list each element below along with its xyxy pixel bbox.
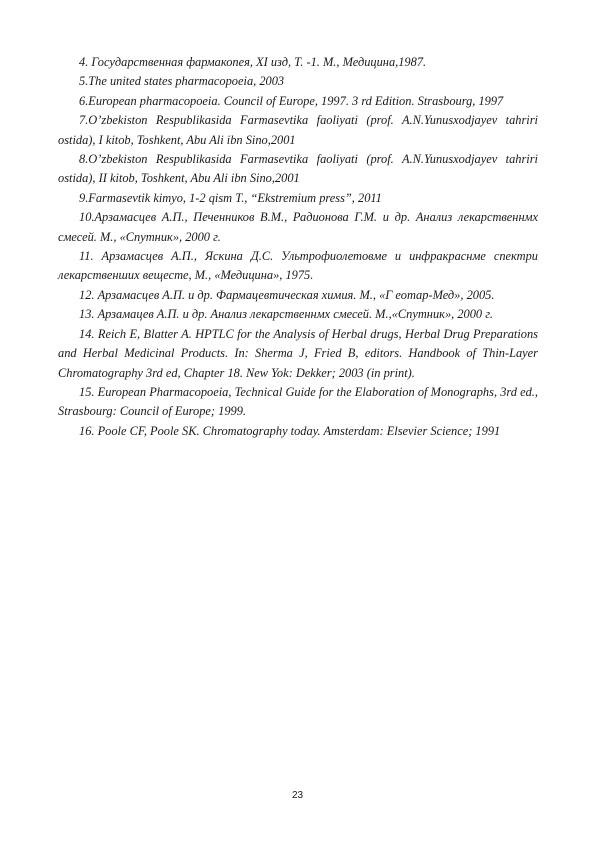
page-number: 23 <box>291 790 304 801</box>
reference-item: 6.European pharmacopoeia. Council of Europe, 1997. 3 rd Edition. Strasbourg, 1997 <box>79 93 504 108</box>
reference-item: 12. Арзамасцев А.П. и др. Фармацевтическая химия. М., «Г еотар-Мед», 2005. <box>79 287 495 302</box>
reference-item: 5.The united states pharmacopoeia, 2003 <box>79 74 285 89</box>
reference-item: 10.Арзамасцев А.П., Печенников В.М., Радионова Г.М. и др. Анализ лекарственнмх смесей. М., «Спутник», 2000 г. <box>58 210 538 244</box>
reference-item: 9.Farmasevtik kimyo, 1-2 qism T., “Ekstremium press”, 2011 <box>79 190 382 205</box>
reference-item: 8.O’zbekiston Respublikasida Farmasevtika faoliyati (prof. A.N.Yunusxodjayev tahriri ostida), II kitob, Toshkent, Abu Ali ibn Sino,2001 <box>58 152 538 186</box>
reference-item: 7.O’zbekiston Respublikasida Farmasevtika faoliyati (prof. A.N.Yunusxodjayev tahriri ostida), I kitob, Toshkent, Abu Ali ibn Sino,2001 <box>58 113 538 147</box>
reference-item: 15. European Pharmacopoeia, Technical Guide for the Elaboration of Monographs, 3rd ed., Strasbourg: Council of Europe; 1999. <box>58 384 538 419</box>
reference-item: 16. Poole CF, Poole SK. Chromatography today. Amsterdam: Elsevier Science; 1991 <box>79 423 501 438</box>
reference-list <box>58 53 538 441</box>
reference-item: 14. Reich E, Blatter A. HPTLC for the Analysis of Herbal drugs, Herbal Drug Preparations and Herbal Medicinal Products. In: Sherma J, Fried B, editors. Handbook of Thin-Layer Chromatography 3rd ed, Chapter 18. New Yok: Dekker; 2003 (in print). <box>58 326 538 380</box>
reference-item: 13. Арзамацев А.П. и др. Анализ лекарственнмх смесей. М.,«Спутник», 2000 г. <box>79 307 493 322</box>
reference-item: 4. Государственная фармакопея, XI изд, Т. -1. М., Медицина,1987. <box>79 55 427 69</box>
reference-item: 11. Арзамасцев А.П., Яскина Д.С. Ультрофиолетовме и инфракраснме спектри лекарственших вещесте, М., «Медицина», 1975. <box>58 249 538 283</box>
